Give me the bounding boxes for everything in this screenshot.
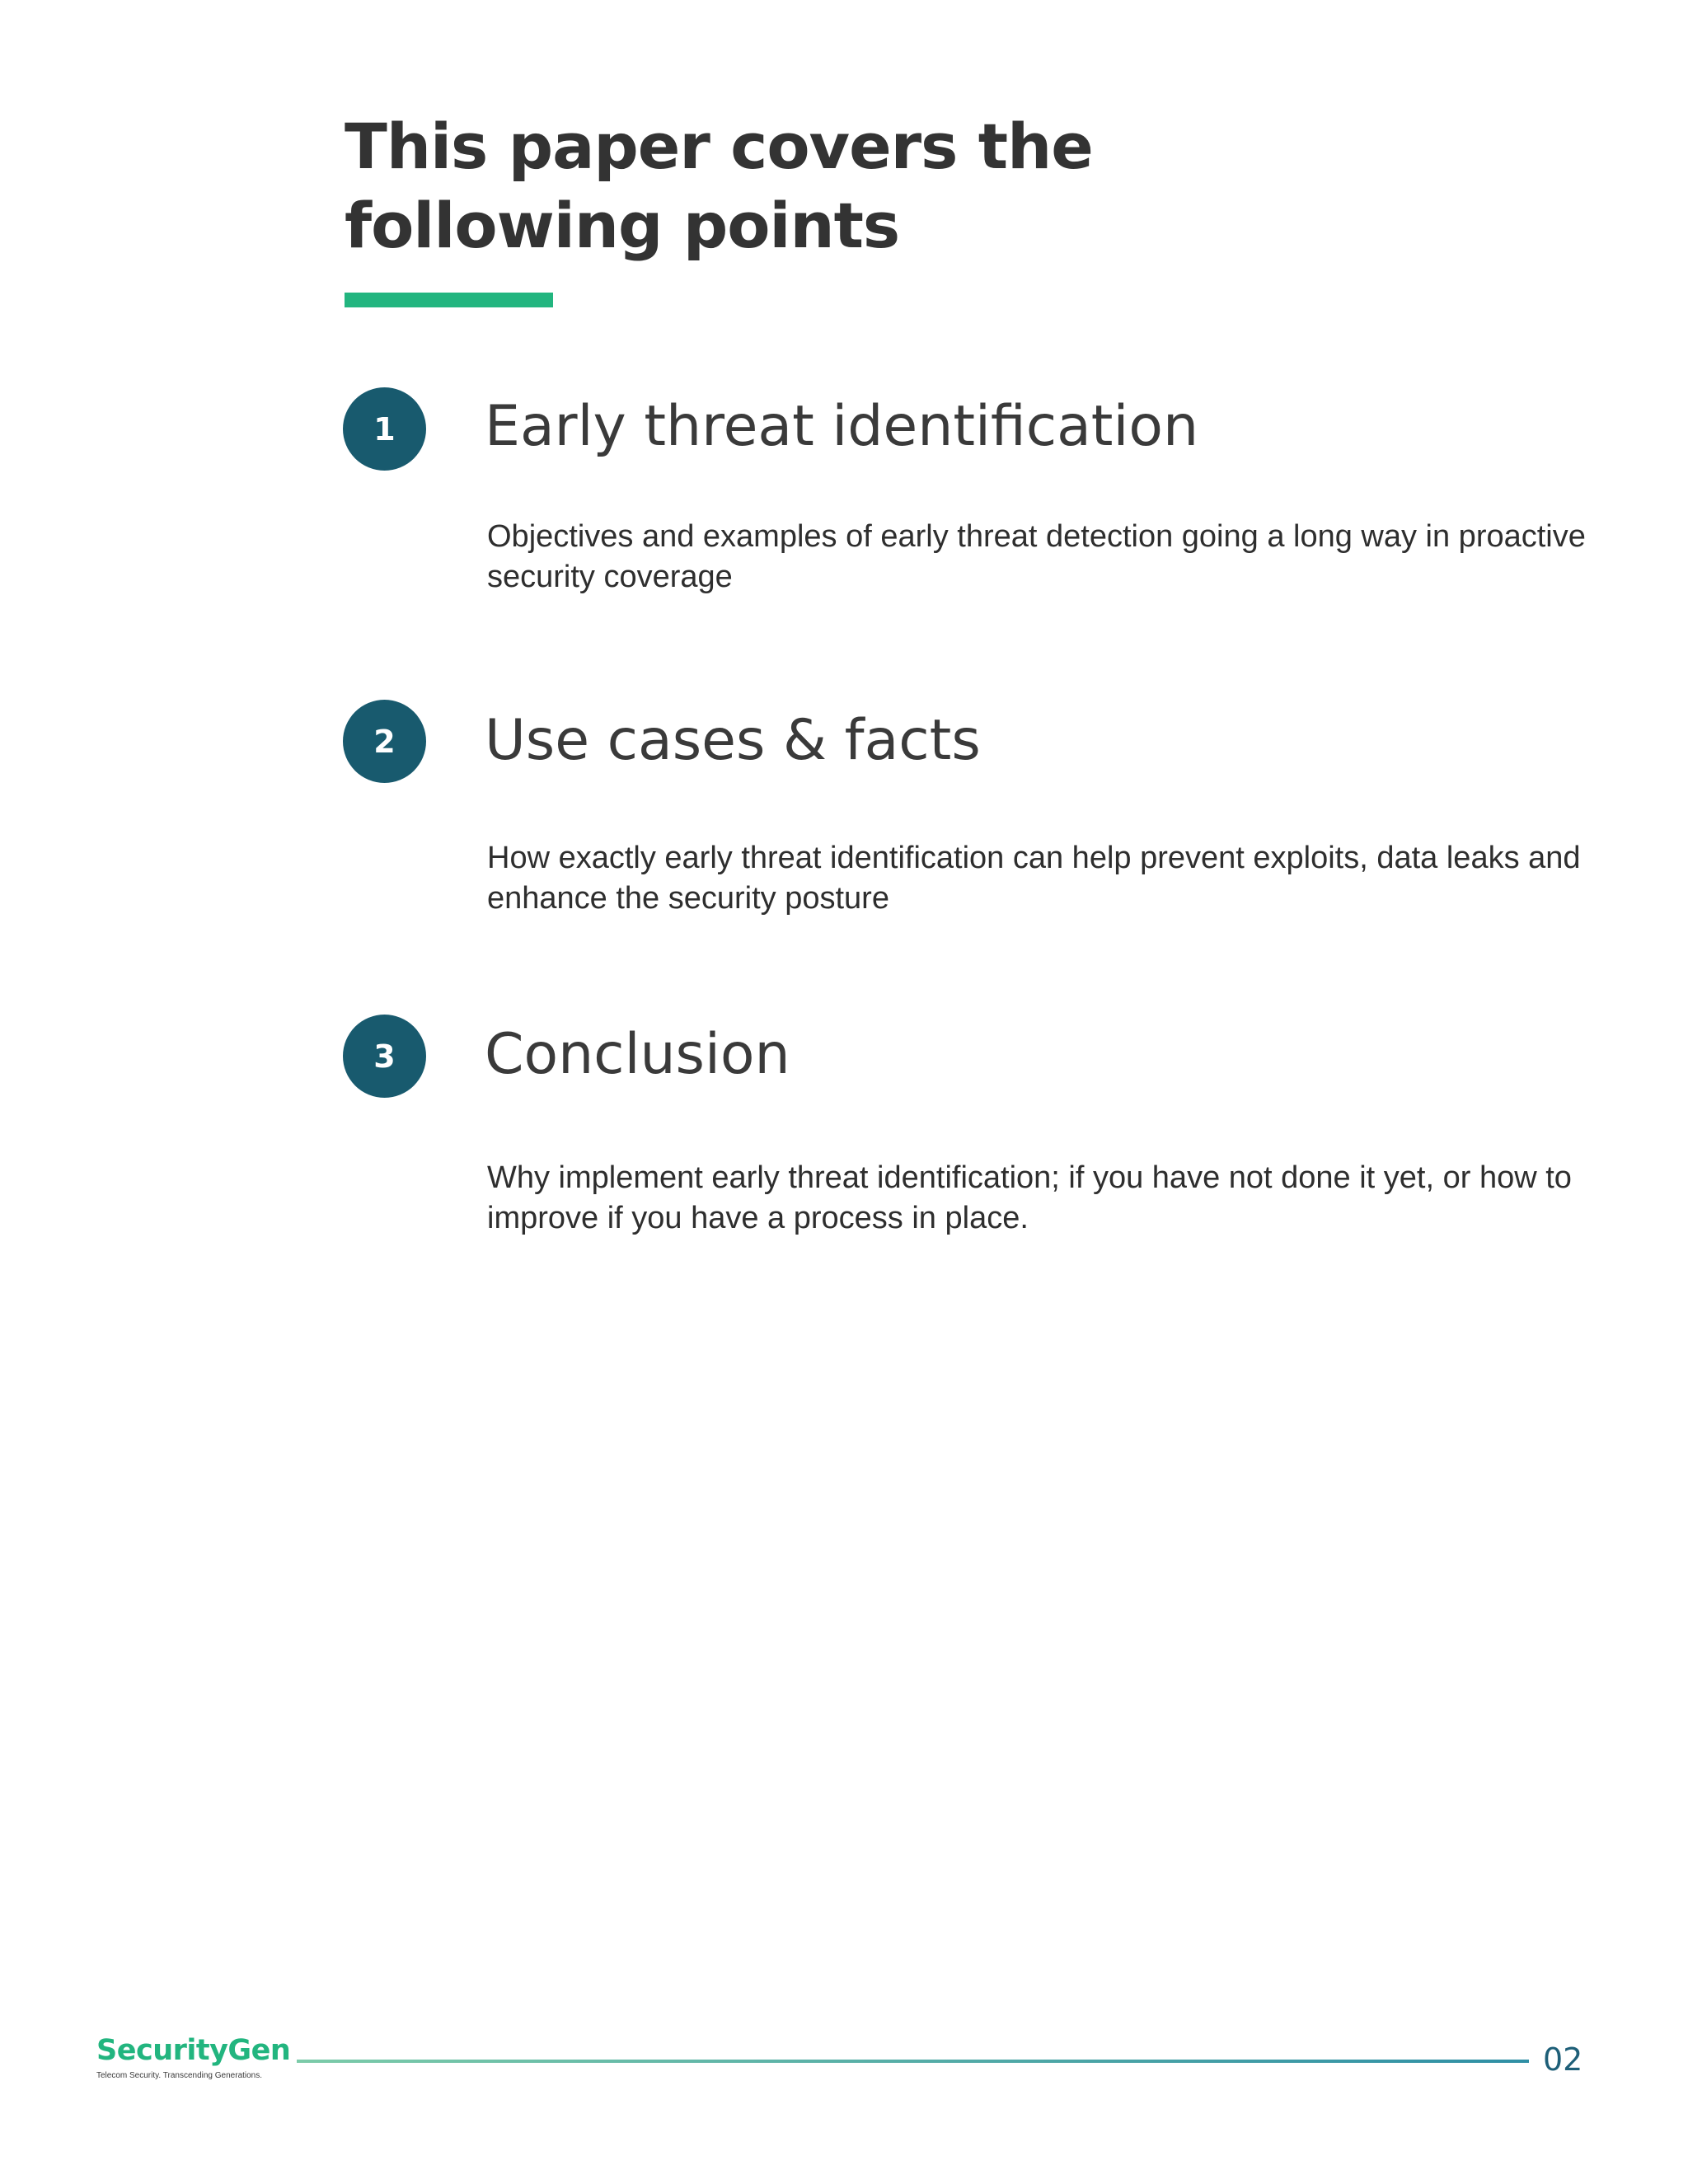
- point-number-badge: 1: [343, 387, 426, 471]
- footer-divider-line: [297, 2060, 1529, 2063]
- securitygen-logo: [96, 2035, 294, 2081]
- page-title: [345, 107, 1169, 265]
- point-heading: Early threat identification: [485, 394, 1199, 459]
- page-footer: [0, 2023, 1688, 2089]
- point-description: How exactly early threat identification can help prevent exploits, data leaks and enhance the security posture: [487, 841, 1581, 916]
- page-title-line-2: following points: [345, 189, 900, 262]
- point-description: Why implement early threat identification; if you have not done it yet, or how to improve if you have a process in place.: [487, 1160, 1572, 1235]
- point-number-badge: 3: [343, 1015, 426, 1098]
- point-heading: Use cases & facts: [485, 708, 981, 773]
- page-title-line-1: This paper covers the: [345, 110, 1093, 183]
- logo-tagline: Telecom Security. Transcending Generations.: [96, 2071, 263, 2080]
- point-heading: Conclusion: [485, 1022, 790, 1087]
- page-number: 02: [1543, 2041, 1583, 2078]
- logo-wordmark: SecurityGen: [96, 2034, 291, 2067]
- point-number-badge: 2: [343, 700, 426, 783]
- title-underline-divider: [345, 293, 553, 307]
- point-description: Objectives and examples of early threat detection going a long way in proactive security coverage: [487, 519, 1586, 594]
